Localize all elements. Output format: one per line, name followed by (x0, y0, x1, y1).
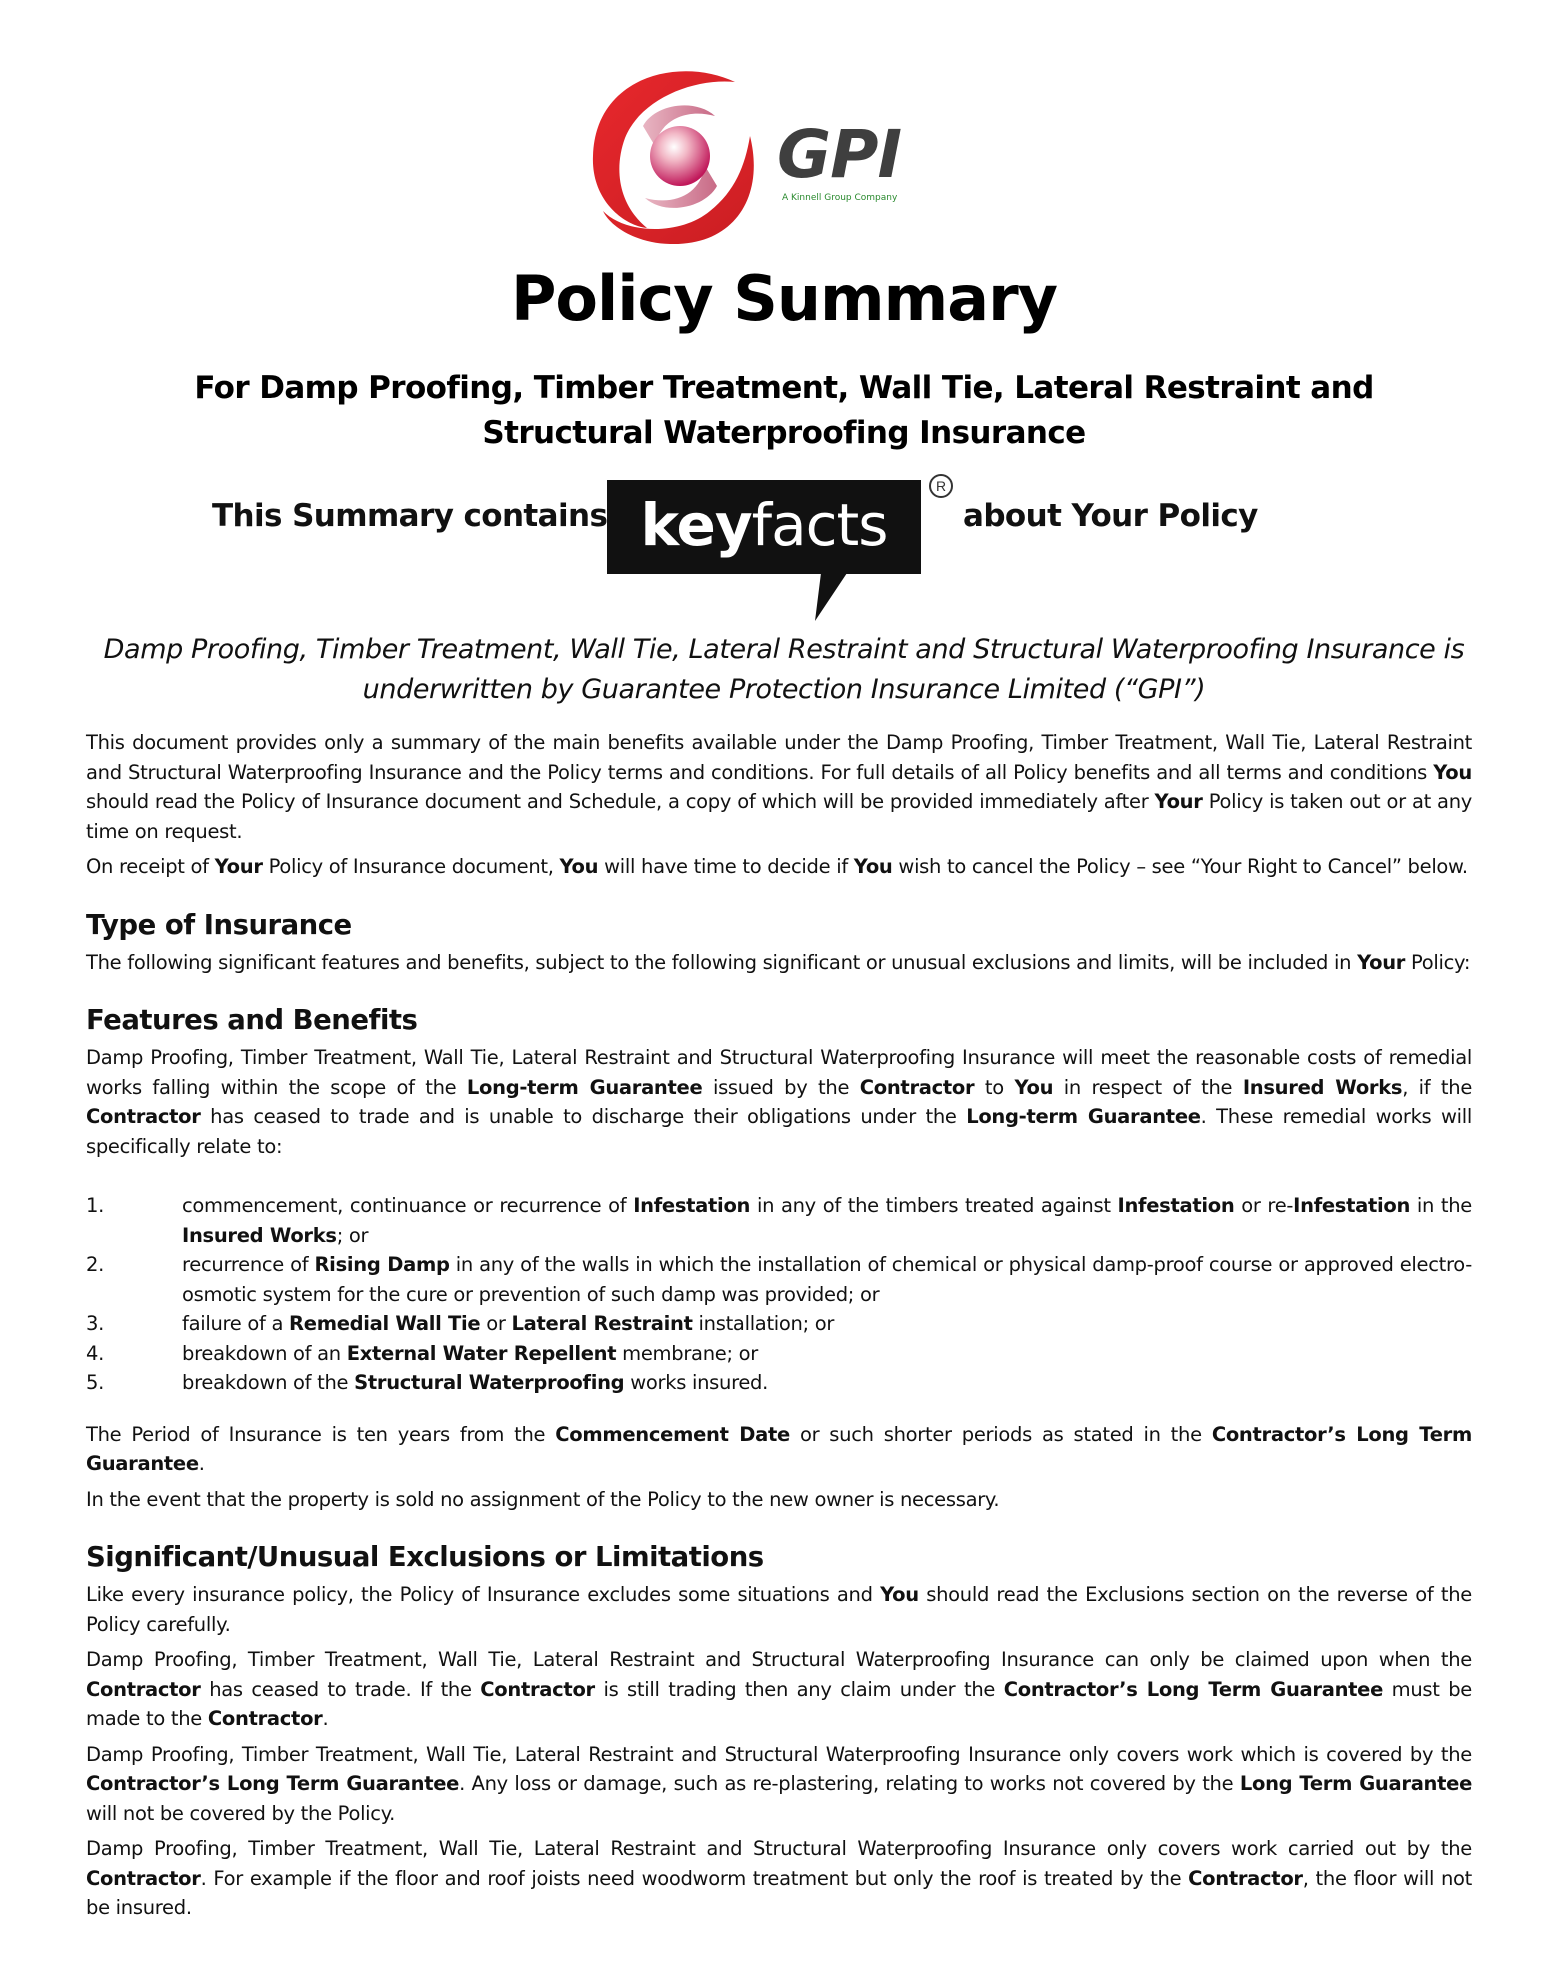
list-item-number: 3. (86, 1312, 105, 1335)
list-item-text: breakdown of the Structural Waterproofing works insured. (182, 1371, 769, 1394)
underwriter-statement: Damp Proofing, Timber Treatment, Wall Tie, Lateral Restraint and Structural Waterproofing Insurance is underwritten by Guarantee Protection Insurance Limited (“GPI”) (103, 634, 1465, 705)
keyfacts-right-text: about Your Policy (963, 498, 1258, 534)
list-item-number: 2. (86, 1253, 105, 1276)
list-item (86, 1339, 1472, 1369)
document-body (86, 728, 1472, 1929)
keyfacts-row (0, 474, 1568, 624)
list-item-number: 1. (86, 1194, 105, 1217)
gpi-swirl-icon (585, 66, 785, 256)
heading-features-and-benefits: Features and Benefits (86, 1004, 418, 1036)
features-after-paragraph: The Period of Insurance is ten years from the Commencement Date or such shorter periods as stated in the Contractor’s Long Term Guarantee. (86, 1422, 1472, 1475)
exclusions-paragraph: Damp Proofing, Timber Treatment, Wall Tie, Lateral Restraint and Structural Waterproofing Insurance can only be claimed upon when the Contractor has ceased to trade. If the Contractor is still trading then any claim under the Contractor’s Long Term Guarantee must be made to the Contractor. (86, 1648, 1472, 1730)
keyfacts-logo (607, 474, 957, 624)
gpi-logo (585, 66, 945, 256)
exclusions-paragraphs (86, 1580, 1472, 1923)
intro-paragraph: This document provides only a summary of the main benefits available under the Damp Proofing, Timber Treatment, Wall Tie, Lateral Restraint and Structural Waterproofing Insurance and the Policy terms and conditions. For full details of all Policy benefits and all terms and conditions You should read the Policy of Insurance document and Schedule, a copy of which will be provided immediately after Your Policy is taken out or at any time on request. (86, 731, 1472, 843)
exclusions-paragraph: Like every insurance policy, the Policy of Insurance excludes some situations and You should read the Exclusions section on the reverse of the Policy carefully. (86, 1583, 1472, 1636)
type-of-insurance-paragraph: The following significant features and benefits, subject to the following significant or unusual exclusions and limits, will be included in Your Policy: (86, 950, 1471, 974)
speech-bubble-tail-icon (807, 573, 857, 623)
features-after-paragraphs (86, 1420, 1472, 1515)
exclusions-paragraph: Damp Proofing, Timber Treatment, Wall Tie, Lateral Restraint and Structural Waterproofing Insurance only covers work which is covered by the Contractor’s Long Term Guarantee. Any loss or damage, such as re-plastering, relating to works not covered by the Long Term Guarantee will not be covered by the Policy. (86, 1742, 1473, 1825)
gpi-logo-tagline: A Kinnell Group Company (782, 193, 898, 203)
list-item (86, 1368, 1472, 1398)
keyfacts-left-text: This Summary contains (212, 498, 608, 534)
features-paragraph: Damp Proofing, Timber Treatment, Wall Tie, Lateral Restraint and Structural Waterproofing Insurance will meet the reasonable costs of remedial works falling within the scope of the Long-term Guarantee issued by the Contractor to You in respect of the Insured Works, if the Contractor has ceased to trade and is unable to discharge their obligations under the Long-term Guarantee. These remedial works will specifically relate to: (86, 1046, 1473, 1158)
heading-exclusions: Significant/Unusual Exclusions or Limitations (86, 1541, 764, 1573)
intro-paragraphs (86, 728, 1472, 882)
registered-mark-icon: R (929, 474, 953, 498)
list-item (86, 1309, 1472, 1339)
page-subtitle: For Damp Proofing, Timber Treatment, Wall Tie, Lateral Restraint and Structural Waterproofing Insurance (194, 370, 1374, 451)
page-title: Policy Summary (510, 262, 1058, 335)
features-list (86, 1191, 1472, 1398)
list-item-text: recurrence of Rising Damp in any of the walls in which the installation of chemical or physical damp-proof course or approved electro-osmotic system for the cure or prevention of such damp was provided; or (182, 1253, 1472, 1306)
keyfacts-logo-text: keyfacts (640, 491, 888, 559)
exclusions-paragraph: Damp Proofing, Timber Treatment, Wall Tie, Lateral Restraint and Structural Waterproofing Insurance only covers work carried out by the Contractor. For example if the floor and roof joists need woodworm treatment but only the roof is treated by the Contractor, the floor will not be insured. (86, 1837, 1472, 1919)
list-item-text: failure of a Remedial Wall Tie or Lateral Restraint installation; or (182, 1312, 835, 1335)
keyfacts-logo-box (607, 480, 921, 574)
list-item-text: breakdown of an External Water Repellent membrane; or (182, 1341, 758, 1365)
gpi-logo-text: GPI (777, 116, 902, 193)
list-item-text: commencement, continuance or recurrence of Infestation in any of the timbers treated against Infestation or re-Infestation in the Insured Works; or (182, 1194, 1473, 1247)
list-item (86, 1191, 1472, 1250)
list-item-number: 5. (86, 1371, 105, 1394)
list-item (86, 1250, 1472, 1309)
heading-type-of-insurance: Type of Insurance (86, 908, 352, 941)
intro-paragraph: On receipt of Your Policy of Insurance document, You will have time to decide if You wish to cancel the Policy – see “Your Right to Cancel” below. (86, 855, 1468, 878)
features-after-paragraph: In the event that the property is sold no assignment of the Policy to the new owner is necessary. (86, 1487, 1000, 1511)
list-item-number: 4. (86, 1341, 105, 1365)
